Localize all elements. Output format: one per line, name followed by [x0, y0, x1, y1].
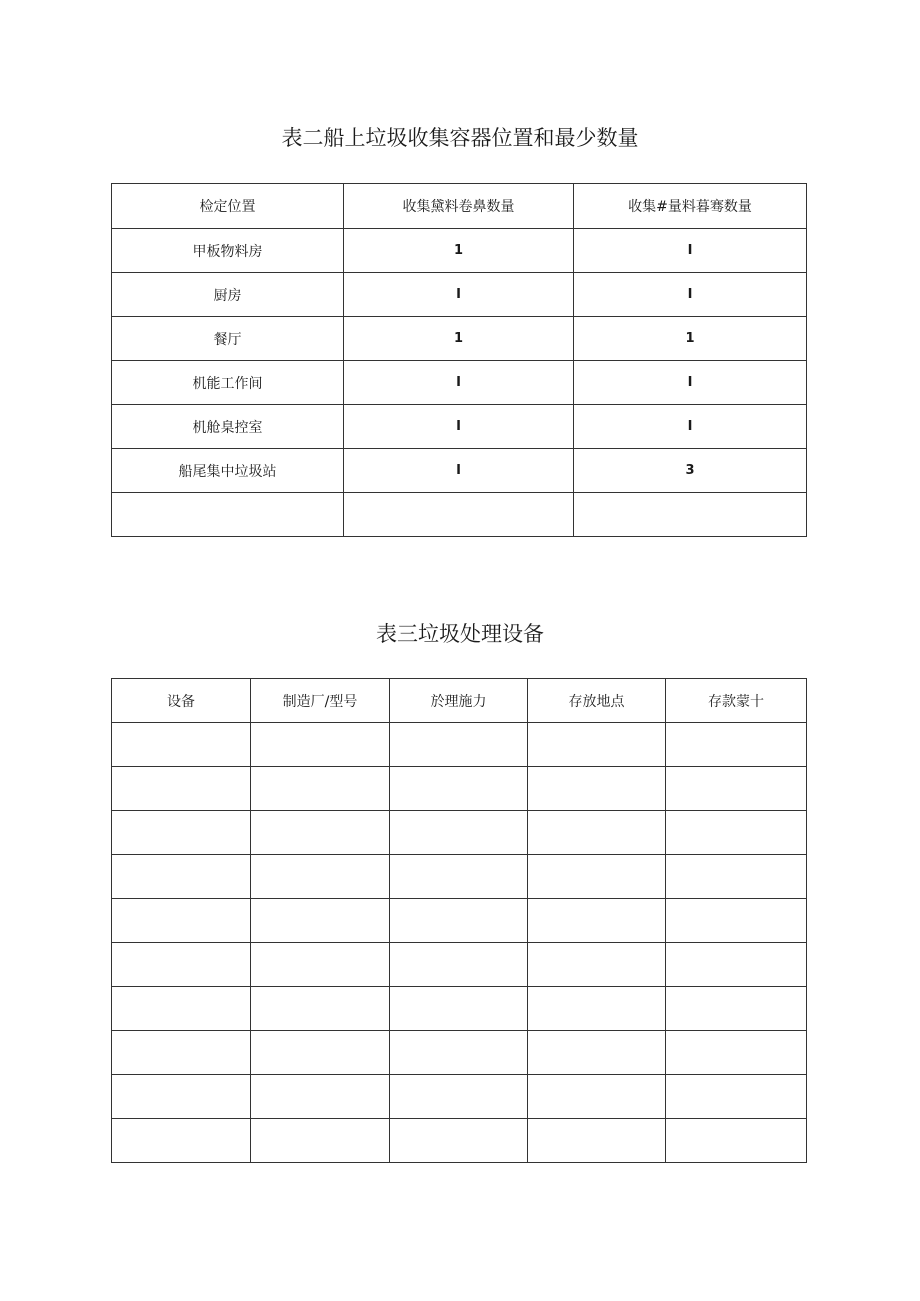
empty-cell: [666, 811, 807, 855]
empty-cell: [390, 943, 528, 987]
empty-cell: [666, 899, 807, 943]
empty-cell: [528, 943, 666, 987]
empty-cell: [251, 1075, 390, 1119]
empty-cell: [390, 855, 528, 899]
column-header-manufacturer-model: 制造厂/型号: [251, 679, 390, 723]
table-row: [112, 361, 807, 405]
value-cell: I: [574, 361, 807, 405]
empty-cell: [112, 1119, 251, 1163]
table-header-row: [112, 679, 807, 723]
value-cell: 1: [574, 317, 807, 361]
empty-cell: [528, 811, 666, 855]
empty-cell: [666, 855, 807, 899]
table-row: [112, 1075, 807, 1119]
empty-cell: [251, 855, 390, 899]
value-cell: [344, 493, 574, 537]
empty-cell: [528, 723, 666, 767]
column-header-capacity: 於理施力: [390, 679, 528, 723]
empty-cell: [666, 943, 807, 987]
empty-cell: [251, 1031, 390, 1075]
table-row: [112, 449, 807, 493]
empty-cell: [251, 899, 390, 943]
value-cell: I: [344, 405, 574, 449]
column-header-storage-location: 存放地点: [528, 679, 666, 723]
value-cell: 1: [344, 317, 574, 361]
empty-cell: [666, 767, 807, 811]
value-cell: 1: [344, 229, 574, 273]
location-cell: 船尾集中垃圾站: [112, 449, 344, 493]
location-cell: 餐厅: [112, 317, 344, 361]
empty-cell: [390, 987, 528, 1031]
column-header-container-count: 收集黛料卷鼻数量: [344, 184, 574, 229]
value-cell: I: [574, 273, 807, 317]
empty-cell: [251, 987, 390, 1031]
value-cell: I: [574, 405, 807, 449]
empty-cell: [112, 767, 251, 811]
value-cell: I: [344, 361, 574, 405]
empty-cell: [390, 723, 528, 767]
table-row: [112, 273, 807, 317]
value-cell: I: [574, 229, 807, 273]
empty-cell: [251, 1119, 390, 1163]
table-header-row: [112, 184, 807, 229]
column-header-remarks: 存款蒙十: [666, 679, 807, 723]
equipment-table-body: [112, 723, 807, 1163]
empty-cell: [528, 1119, 666, 1163]
empty-cell: [528, 767, 666, 811]
table-row: [112, 899, 807, 943]
table-row: [112, 493, 807, 537]
table-row: [112, 811, 807, 855]
empty-cell: [390, 811, 528, 855]
empty-cell: [666, 723, 807, 767]
garbage-container-table: [111, 183, 807, 537]
empty-cell: [666, 1075, 807, 1119]
empty-cell: [390, 767, 528, 811]
table-row: [112, 855, 807, 899]
empty-cell: [528, 1075, 666, 1119]
column-header-min-count: 收集#量料暮骞数量: [574, 184, 807, 229]
empty-cell: [528, 1031, 666, 1075]
table-row: [112, 723, 807, 767]
empty-cell: [112, 1075, 251, 1119]
empty-cell: [112, 987, 251, 1031]
empty-cell: [112, 723, 251, 767]
empty-cell: [112, 899, 251, 943]
column-header-location: 检定位置: [112, 184, 344, 229]
table-row: [112, 987, 807, 1031]
table3-title: 表三垃圾处理设备: [376, 622, 544, 646]
location-cell: 机能工作间: [112, 361, 344, 405]
empty-cell: [528, 987, 666, 1031]
empty-cell: [528, 899, 666, 943]
location-cell: [112, 493, 344, 537]
empty-cell: [251, 943, 390, 987]
location-cell: 机舱臬控室: [112, 405, 344, 449]
empty-cell: [112, 811, 251, 855]
empty-cell: [251, 723, 390, 767]
location-cell: 甲板物料房: [112, 229, 344, 273]
value-cell: [574, 493, 807, 537]
table-row: [112, 767, 807, 811]
empty-cell: [666, 1119, 807, 1163]
empty-cell: [251, 767, 390, 811]
empty-cell: [251, 811, 390, 855]
empty-cell: [112, 1031, 251, 1075]
garbage-equipment-table: [111, 678, 807, 1163]
value-cell: I: [344, 449, 574, 493]
value-cell: 3: [574, 449, 807, 493]
column-header-equipment: 设备: [112, 679, 251, 723]
empty-cell: [666, 1031, 807, 1075]
value-cell: I: [344, 273, 574, 317]
empty-cell: [390, 899, 528, 943]
table-row: [112, 317, 807, 361]
location-cell: 厨房: [112, 273, 344, 317]
empty-cell: [112, 855, 251, 899]
table-row: [112, 229, 807, 273]
empty-cell: [390, 1119, 528, 1163]
empty-cell: [112, 943, 251, 987]
table-row: [112, 405, 807, 449]
table-row: [112, 1031, 807, 1075]
empty-cell: [666, 987, 807, 1031]
table-row: [112, 1119, 807, 1163]
empty-cell: [528, 855, 666, 899]
table-row: [112, 943, 807, 987]
empty-cell: [390, 1031, 528, 1075]
table2-title: 表二船上垃圾收集容器位置和最少数量: [281, 126, 639, 150]
empty-cell: [390, 1075, 528, 1119]
